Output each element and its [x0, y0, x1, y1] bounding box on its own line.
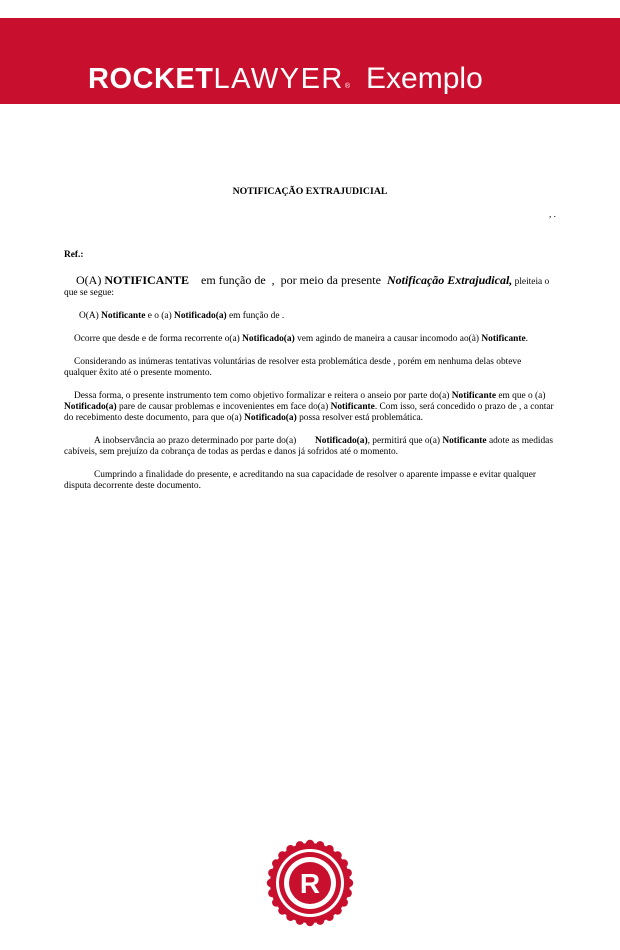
paragraph-objective [64, 391, 556, 424]
text-run: A inobservância ao prazo determinado por parte do(a) [94, 436, 316, 446]
seal-scallop [286, 913, 294, 921]
seal-scallop [306, 918, 314, 926]
text-run: Ocorre que desde e de forma recorrente o(a) [74, 334, 243, 344]
seal-letter: R [299, 868, 321, 899]
text-run: pleiteia o que se segue: [64, 277, 550, 298]
seal-scallop [272, 898, 280, 906]
text-run: O(A) [76, 273, 105, 287]
seal-scallop [333, 906, 341, 914]
text-run: e o (a) [145, 311, 175, 321]
seal-scallop [333, 851, 341, 859]
seal-scallop [278, 906, 286, 914]
text-run: Dessa forma, o presente instrumento tem como objetivo formalizar e reitera o anseio por parte do(a) [74, 391, 452, 401]
brand-name-rocket: ROCKET [88, 63, 214, 95]
text-run: adote as medidas cabíveis, sem prejuízo da cobrança de todas as perdas e danos já sofridos até o momento. [64, 436, 553, 457]
seal-scallop [316, 841, 324, 849]
paragraph-consequences [64, 436, 556, 458]
text-run: possa resolver está problemática. [296, 413, 423, 423]
seal-scallop [268, 889, 276, 897]
text-run: . Com isso, será concedido o prazo de , a contar do recebimento deste documento, para que o(a) [64, 402, 554, 423]
brand-logo [88, 62, 483, 98]
seal-scallop [345, 879, 353, 887]
seal-scallop [343, 869, 351, 877]
bold-notificado: Notificado(a) [242, 334, 295, 344]
reference-label: Ref.: [64, 250, 84, 260]
rocket-lawyer-seal-icon [266, 839, 354, 927]
seal-scallop [306, 840, 314, 848]
text-run: . [525, 334, 528, 344]
bold-notificante: Notificante [481, 334, 526, 344]
paragraph-parties [64, 311, 556, 322]
seal-scallop [278, 851, 286, 859]
paragraph-attempts: Considerando as inúmeras tentativas voluntárias de resolver esta problemática desde , porém em nenhuma delas obteve qualquer êxito até o presente momento. [64, 357, 522, 378]
document-title: NOTIFICAÇÃO EXTRAJUDICIAL [232, 186, 388, 197]
seal-scallop [340, 859, 348, 867]
paragraph-intro [64, 275, 556, 299]
registered-mark: ® [344, 83, 351, 90]
seal-scallop [286, 845, 294, 853]
bold-notificante: Notificante [101, 311, 146, 321]
bold-notificante: Notificante [442, 436, 487, 446]
seal-scallop [268, 869, 276, 877]
text-run: O(A) [79, 311, 102, 321]
paragraph-closing: Cumprindo a finalidade do presente, e acreditando na sua capacidade de resolver o aparente impasse e evitar qualquer disputa decorrente deste documento. [64, 470, 536, 491]
bold-notificado: Notificado(a) [64, 402, 117, 412]
brand-name-lawyer: LAWYER [213, 63, 344, 95]
text-run: em função de , por meio da presente [189, 273, 387, 287]
text-run: em que o (a) [496, 391, 546, 401]
seal-scallop [316, 916, 324, 924]
bold-notificacao-extrajudical: Notificação Extrajudical, [386, 273, 513, 287]
seal-scallop [340, 898, 348, 906]
seal-scallop [272, 859, 280, 867]
text-run: vem agindo de maneira a causar incomodo ao(à) [294, 334, 482, 344]
date-line: , . [548, 210, 556, 220]
seal-scallop [296, 916, 304, 924]
bold-notificante: Notificante [330, 402, 375, 412]
bold-notificado: Notificado(a) [244, 413, 297, 423]
seal-scallop [267, 879, 275, 887]
paragraph-occurrence [64, 334, 556, 345]
seal-scallop [325, 913, 333, 921]
bold-notificado: Notificado(a) [315, 436, 368, 446]
document-body [64, 186, 556, 492]
bold-notificado: Notificado(a) [174, 311, 227, 321]
bold-notificante: Notificante [451, 391, 496, 401]
seal-scallop [325, 845, 333, 853]
header-banner [0, 18, 620, 104]
text-run: em função de . [226, 311, 285, 321]
seal-scallop [296, 841, 304, 849]
text-run: pare de causar problemas e incovenientes em face do(a) [116, 402, 331, 412]
text-run: , permitirá que o(a) [367, 436, 443, 446]
example-label: Exemplo [366, 62, 483, 95]
bold-notificante: NOTIFICANTE [104, 273, 190, 287]
seal-scallop [343, 889, 351, 897]
